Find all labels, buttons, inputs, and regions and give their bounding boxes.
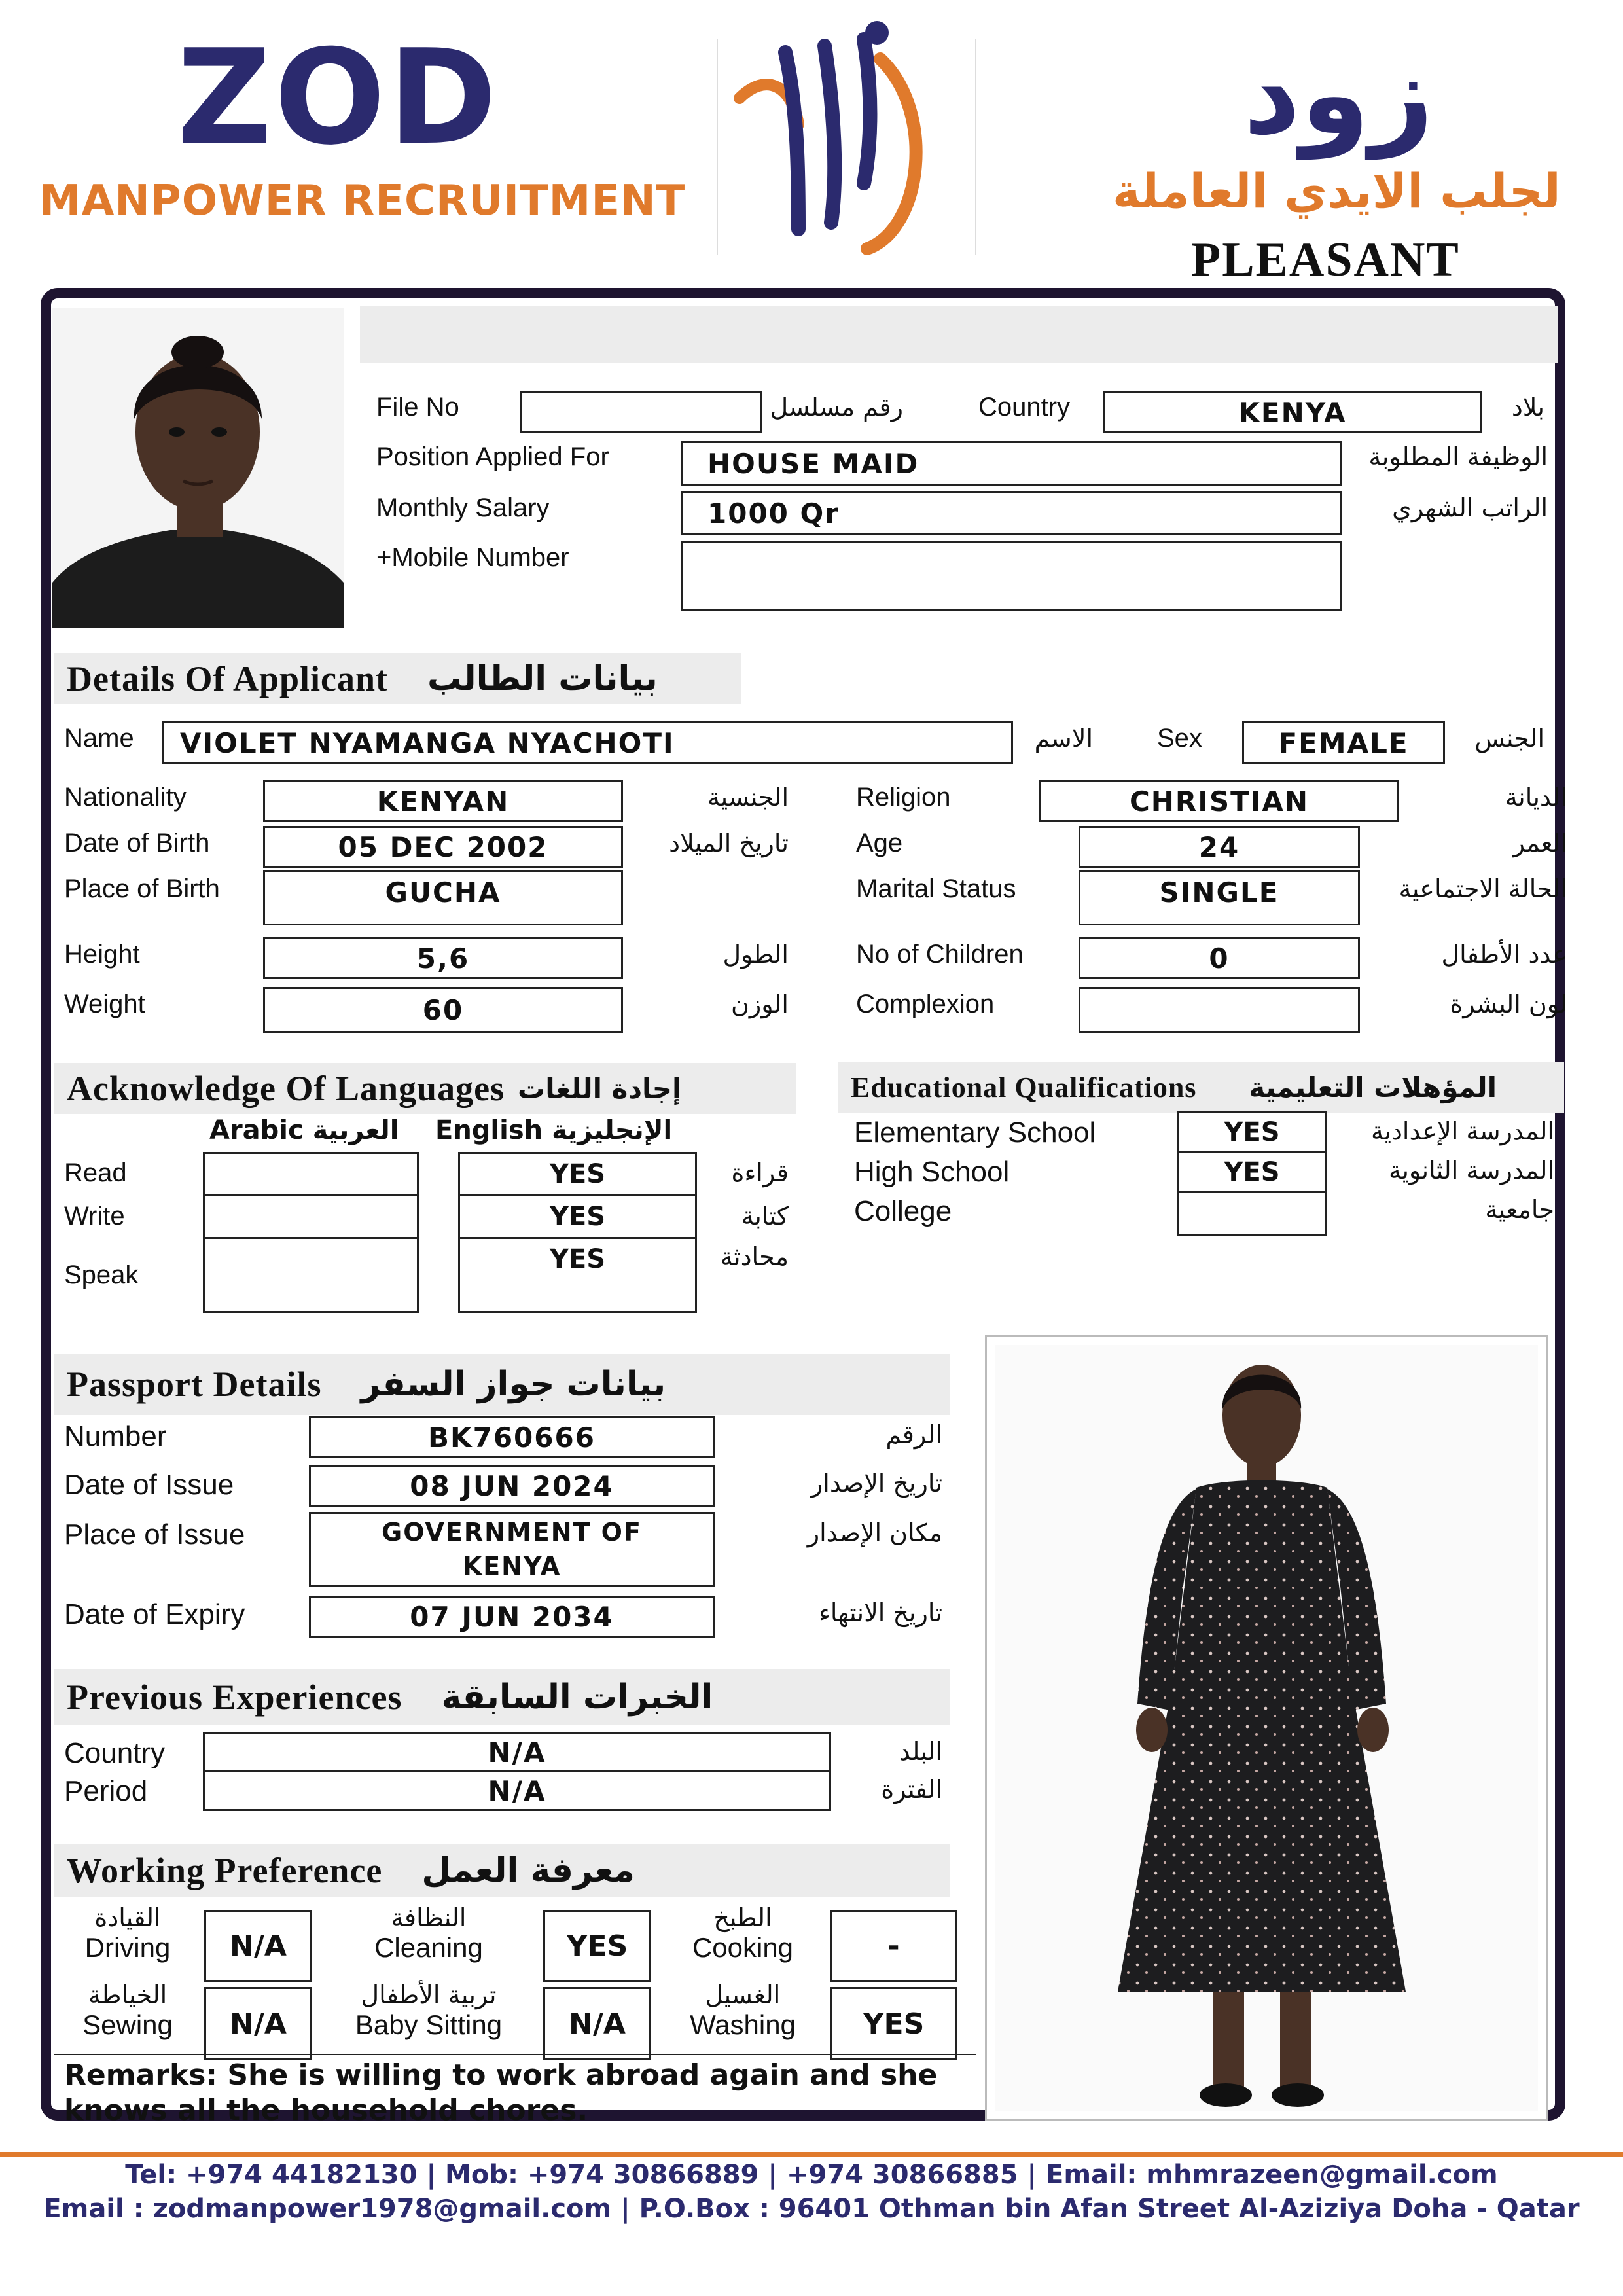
remarks-divider [54,2054,976,2055]
section-applicant [54,653,741,704]
edu-high-school-cell[interactable]: YES [1177,1151,1327,1193]
pob-field[interactable]: GUCHA [263,870,623,925]
section-preference-title: Working Preference [67,1851,383,1890]
exp-country-label: Country [64,1737,166,1769]
weight-label-ar: الوزن [730,990,789,1018]
issue-place-label: Place of Issue [64,1518,245,1551]
file-no-field[interactable] [520,391,762,433]
name-field[interactable]: VIOLET NYAMANGA NYACHOTI [162,721,1013,764]
pref-cooking-cell[interactable]: - [830,1910,957,1982]
edu-row-label: College [854,1195,952,1227]
issue-place-field[interactable] [309,1512,715,1587]
weight-label: Weight [64,990,145,1018]
footer-contact-line2: Email : zodmanpower1978@gmail.com | P.O.Box : 96401 Othman bin Afan Street Al-Aziziya Doha - Qatar [43,2194,1580,2224]
pref-cooking-label-group [668,1903,818,1964]
footer-contact-line1: Tel: +974 44182130 | Mob: +974 30866889 | +974 30866885 | Email: mhmrazeen@gmail.com [125,2160,1498,2190]
section-applicant-title-ar: بيانات الطالب [427,659,658,698]
expiry-label: Date of Expiry [64,1598,245,1630]
issue-place-label-ar: مكان الإصدار [807,1518,942,1547]
agency-name: PLEASANT [1191,233,1460,287]
lang-row-label-ar: قراءة [731,1158,789,1187]
remarks [64,2058,974,2128]
passport-number-label: Number [64,1420,167,1452]
edu-college-cell[interactable] [1177,1191,1327,1236]
name-label-ar: الاسم [1034,724,1093,753]
pref-sewing-label-group [62,1981,193,2041]
sex-label-ar: الجنس [1474,724,1544,753]
pob-label: Place of Birth [64,874,220,903]
section-passport-title: Passport Details [67,1365,322,1404]
edu-row-label-ar: المدرسة الإعدادية [1371,1117,1554,1145]
arabic-read-cell[interactable] [203,1152,419,1196]
pref-baby-label: Baby Sitting [355,2009,503,2040]
applicant-full-photo [985,1335,1548,2121]
nationality-field[interactable]: KENYAN [263,780,623,822]
edu-elementary-cell[interactable]: YES [1177,1111,1327,1153]
mobile-label: +Mobile Number [376,543,569,572]
age-field[interactable]: 24 [1079,826,1360,868]
col-english-header [435,1115,672,1145]
passport-number-field[interactable]: BK760666 [309,1416,715,1458]
pref-baby-label-ar: تربية الأطفال [361,1981,497,2009]
arabic-speak-cell[interactable] [203,1237,419,1313]
pref-driving-label: Driving [84,1932,171,1963]
children-field[interactable]: 0 [1079,937,1360,979]
marital-field[interactable]: SINGLE [1079,870,1360,925]
pref-washing-label: Washing [690,2009,796,2040]
header-strip [360,306,1558,363]
lang-row-label-ar: كتابة [741,1202,789,1230]
brand-subtitle: MANPOWER RECRUITMENT [39,177,686,225]
edu-row-label-ar: جامعية [1485,1195,1554,1224]
sex-field[interactable]: FEMALE [1242,721,1445,764]
section-education-title: Educational Qualifications [851,1071,1197,1103]
col-arabic-header [209,1115,399,1145]
lang-row-label-ar: محادثة [720,1242,789,1271]
exp-period-field[interactable]: N/A [203,1770,831,1811]
height-field[interactable]: 5,6 [263,937,623,979]
issue-place-line2: KENYA [462,1552,562,1581]
pref-cooking-label: Cooking [692,1932,794,1963]
country-label: Country [978,393,1071,422]
issue-date-label: Date of Issue [64,1469,234,1501]
marital-label: Marital Status [856,874,1016,903]
pref-cleaning-label-ar: النظافة [391,1903,467,1932]
issue-place-line1: GOVERNMENT OF [382,1518,642,1547]
pref-driving-label-ar: القيادة [94,1903,161,1932]
lang-row-label: Write [64,1202,125,1230]
footer-divider [0,2152,1623,2157]
children-label: No of Children [856,940,1024,969]
header-divider [717,39,718,255]
pref-baby-cell[interactable]: N/A [543,1987,651,2060]
pref-sewing-label: Sewing [82,2009,173,2040]
pref-cleaning-cell[interactable]: YES [543,1910,651,1982]
brand-emblem-icon [726,13,949,262]
position-field[interactable]: HOUSE MAID [681,441,1342,486]
section-passport [54,1354,950,1415]
name-label: Name [64,724,134,753]
remarks-line1: Remarks: She is willing to work abroad again and she [64,2058,938,2092]
exp-period-label: Period [64,1775,148,1807]
complexion-label: Complexion [856,990,995,1018]
religion-field[interactable]: CHRISTIAN [1039,780,1399,822]
section-languages [54,1063,796,1114]
salary-label-ar: الراتب الشهري [1392,493,1548,522]
nationality-label-ar: الجنسية [707,783,789,812]
marital-label-ar: الحالة الاجتماعية [1399,874,1567,903]
issue-date-label-ar: تاريخ الإصدار [810,1469,942,1498]
section-applicant-title: Details Of Applicant [67,659,389,698]
sex-label: Sex [1157,724,1202,753]
salary-label: Monthly Salary [376,493,550,522]
pref-cooking-label-ar: الطبخ [713,1903,772,1932]
brand-logo-arabic: زود [1243,30,1434,160]
pref-washing-label-group [668,1981,818,2041]
pref-sewing-cell[interactable]: N/A [204,1987,312,2060]
section-preference-title-ar: معرفة العمل [421,1851,635,1890]
pref-baby-label-group [337,1981,520,2041]
dob-label-ar: تاريخ الميلاد [669,829,789,857]
section-education [838,1062,1564,1113]
file-no-label-ar: رقم مسلسل [770,393,903,422]
english-speak-cell[interactable]: YES [458,1237,697,1313]
section-experience-title-ar: الخبرات السابقة [441,1677,713,1717]
applicant-portrait [52,308,344,628]
religion-label: Religion [856,783,951,812]
exp-country-field[interactable]: N/A [203,1732,831,1772]
salary-field[interactable]: 1000 Qr [681,491,1342,535]
religion-label-ar: الديانة [1505,783,1567,812]
weight-field[interactable]: 60 [263,987,623,1033]
age-label-ar: العمر [1512,829,1567,857]
pref-driving-label-group [62,1903,193,1964]
country-label-ar: بلاد [1511,393,1544,422]
lang-row-label: Speak [64,1261,139,1289]
pref-washing-label-ar: الغسيل [705,1981,781,2009]
edu-row-label: Elementary School [854,1117,1096,1149]
position-label-ar: الوظيفة المطلوبة [1368,442,1548,471]
pref-washing-cell[interactable]: YES [830,1987,957,2060]
passport-number-label-ar: الرقم [885,1420,942,1449]
complexion-label-ar: لون البشرة [1450,990,1567,1018]
lang-row-label: Read [64,1158,127,1187]
pref-driving-cell[interactable]: N/A [204,1910,312,1982]
exp-period-label-ar: الفترة [881,1775,942,1804]
dob-label: Date of Birth [64,829,210,857]
file-no-label: File No [376,393,459,422]
issue-date-field[interactable]: 08 JUN 2024 [309,1465,715,1507]
age-label: Age [856,829,903,857]
col-arabic-label-ar: العربية [312,1115,399,1145]
section-preference [54,1844,950,1897]
section-experience-title: Previous Experiences [67,1677,402,1717]
edu-row-label: High School [854,1156,1010,1188]
country-field[interactable]: KENYA [1103,391,1482,433]
header-divider [975,39,976,255]
mobile-field[interactable] [681,541,1342,611]
height-label-ar: الطول [722,940,789,969]
dob-field[interactable]: 05 DEC 2002 [263,826,623,868]
pref-cleaning-label: Cleaning [374,1932,483,1963]
height-label: Height [64,940,140,969]
section-languages-title: Acknowledge Of Languages [67,1069,505,1108]
nationality-label: Nationality [64,783,187,812]
expiry-label-ar: تاريخ الانتهاء [819,1598,942,1627]
complexion-field[interactable] [1079,987,1360,1033]
arabic-write-cell[interactable] [203,1194,419,1239]
children-label-ar: عدد الأطفال [1441,940,1567,969]
exp-country-label-ar: البلد [899,1737,942,1766]
edu-row-label-ar: المدرسة الثانوية [1388,1156,1554,1185]
col-english-label-ar: الإنجليزية [552,1115,673,1145]
section-languages-title-ar: إجادة اللغات [518,1072,682,1105]
col-english-label: English [435,1115,543,1145]
pref-cleaning-label-group [337,1903,520,1964]
brand-logo-text: ZOD [177,22,500,174]
pref-sewing-label-ar: الخياطة [88,1981,168,2009]
section-education-title-ar: المؤهلات التعليمية [1249,1071,1497,1103]
english-read-cell[interactable]: YES [458,1152,697,1196]
section-passport-title-ar: بيانات جواز السفر [361,1365,666,1404]
brand-subtitle-arabic: لجلب الايدي العاملة [1113,164,1561,219]
english-write-cell[interactable]: YES [458,1194,697,1239]
col-arabic-label: Arabic [209,1115,304,1145]
remarks-line2: knows all the household chores. [64,2094,588,2127]
section-experience [54,1669,950,1725]
expiry-field[interactable]: 07 JUN 2034 [309,1596,715,1638]
position-label: Position Applied For [376,442,609,471]
